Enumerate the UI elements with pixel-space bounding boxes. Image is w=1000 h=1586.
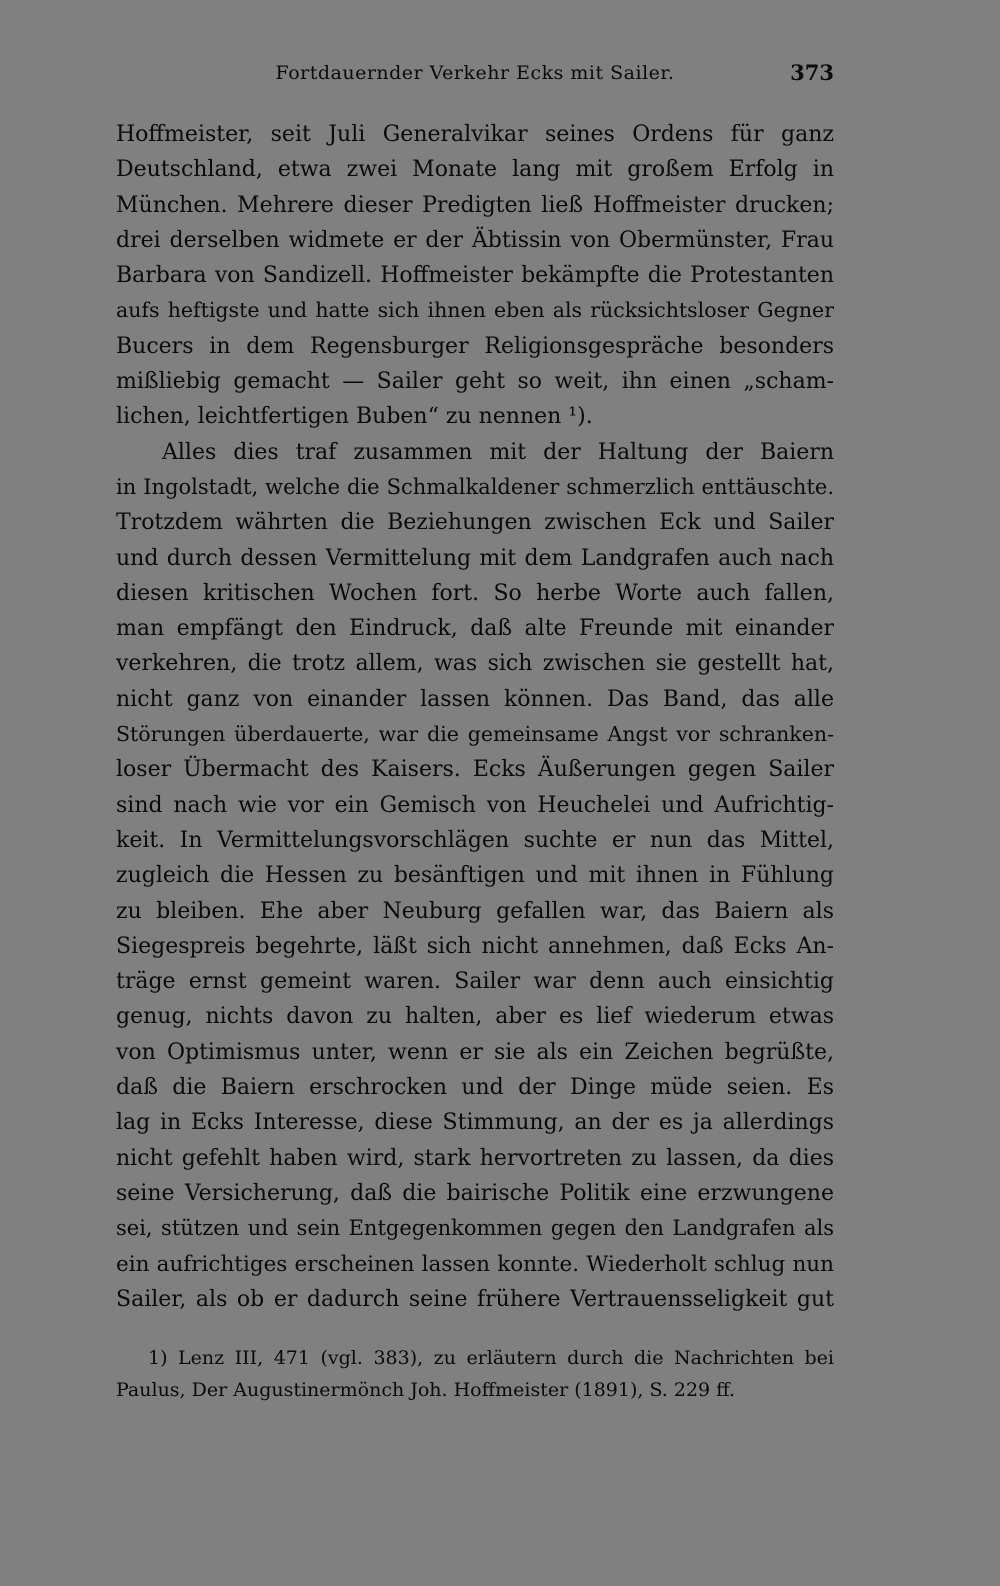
text-line: keit. In Vermittelungsvorschlägen suchte er nun das Mittel, [116, 827, 834, 853]
text-line: Trotzdem währten die Beziehungen zwischen Eck und Sailer [116, 510, 834, 536]
footnote-line: 1) Lenz III, 471 (vgl. 383), zu erläutern durch die Nachrichten bei [148, 1347, 834, 1369]
text-line: lichen, leichtfertigen Buben“ zu nennen ¹). [116, 404, 593, 430]
text-line: aufs heftigste und hatte sich ihnen eben als rücksichtsloser Gegner [116, 298, 834, 323]
text-line: zu bleiben. Ehe aber Neuburg gefallen war, das Baiern als [116, 898, 834, 924]
running-head-title: Fortdauernder Verkehr Ecks mit Sailer. [275, 62, 675, 84]
text-line: träge ernst gemeint waren. Sailer war denn auch einsichtig [116, 969, 834, 995]
footnote-line: Paulus, Der Augustinermönch Joh. Hoffmeister (1891), S. 229 ff. [116, 1379, 736, 1401]
text-line: Barbara von Sandizell. Hoffmeister bekämpfte die Protestanten [116, 263, 834, 289]
text-line: Siegespreis begehrte, läßt sich nicht annehmen, daß Ecks An- [116, 933, 834, 959]
text-line: sei, stützen und sein Entgegenkommen gegen den Landgrafen als [116, 1216, 834, 1241]
text-line: Sailer, als ob er dadurch seine frühere Vertrauensseligkeit gut [116, 1286, 834, 1312]
text-line: ein aufrichtiges erscheinen lassen konnte. Wiederholt schlug nun [116, 1251, 834, 1277]
text-line: Deutschland, etwa zwei Monate lang mit großem Erfolg in [116, 157, 834, 183]
paragraph-start-line: Alles dies traf zusammen mit der Haltung der Baiern [162, 439, 834, 465]
text-line: seine Versicherung, daß die bairische Politik eine erzwungene [116, 1180, 834, 1206]
text-line: mißliebig gemacht — Sailer geht so weit, ihn einen „scham- [116, 369, 834, 395]
text-line: loser Übermacht des Kaisers. Ecks Äußerungen gegen Sailer [116, 757, 834, 783]
text-line: man empfängt den Eindruck, daß alte Freunde mit einander [116, 616, 834, 642]
text-line: zugleich die Hessen zu besänftigen und mit ihnen in Fühlung [116, 863, 834, 889]
text-line: von Optimismus unter, wenn er sie als ein Zeichen begrüßte, [116, 1039, 834, 1065]
page-number: 373 [790, 60, 834, 85]
text-line: lag in Ecks Interesse, diese Stimmung, an der es ja allerdings [116, 1110, 834, 1136]
text-line: in Ingolstadt, welche die Schmalkaldener schmerzlich enttäuschte. [116, 474, 834, 499]
text-line: Störungen überdauerte, war die gemeinsame Angst vor schranken- [116, 722, 834, 747]
running-head [116, 62, 834, 92]
text-line: daß die Baiern erschrocken und der Dinge müde seien. Es [116, 1075, 834, 1101]
text-line: und durch dessen Vermittelung mit dem Landgrafen auch nach [116, 545, 834, 571]
footnotes [116, 1342, 834, 1406]
text-line: Hoffmeister, seit Juli Generalvikar seines Ordens für ganz [116, 122, 834, 147]
body-text [116, 117, 834, 1317]
text-line: sind nach wie vor ein Gemisch von Heuchelei und Aufrichtig- [116, 792, 834, 818]
text-line: genug, nichts davon zu halten, aber es lief wiederum etwas [116, 1004, 834, 1030]
text-line: drei derselben widmete er der Äbtissin von Obermünster, Frau [116, 227, 834, 253]
text-line: nicht ganz von einander lassen können. Das Band, das alle [116, 686, 834, 712]
text-line: verkehren, die trotz allem, was sich zwischen sie gestellt hat, [116, 651, 834, 677]
text-line: nicht gefehlt haben wird, stark hervortreten zu lassen, da dies [116, 1145, 834, 1171]
text-line: diesen kritischen Wochen fort. So herbe Worte auch fallen, [116, 580, 834, 606]
text-line: Bucers in dem Regensburger Religionsgespräche besonders [116, 333, 834, 359]
text-line: München. Mehrere dieser Predigten ließ Hoffmeister drucken; [116, 192, 834, 218]
